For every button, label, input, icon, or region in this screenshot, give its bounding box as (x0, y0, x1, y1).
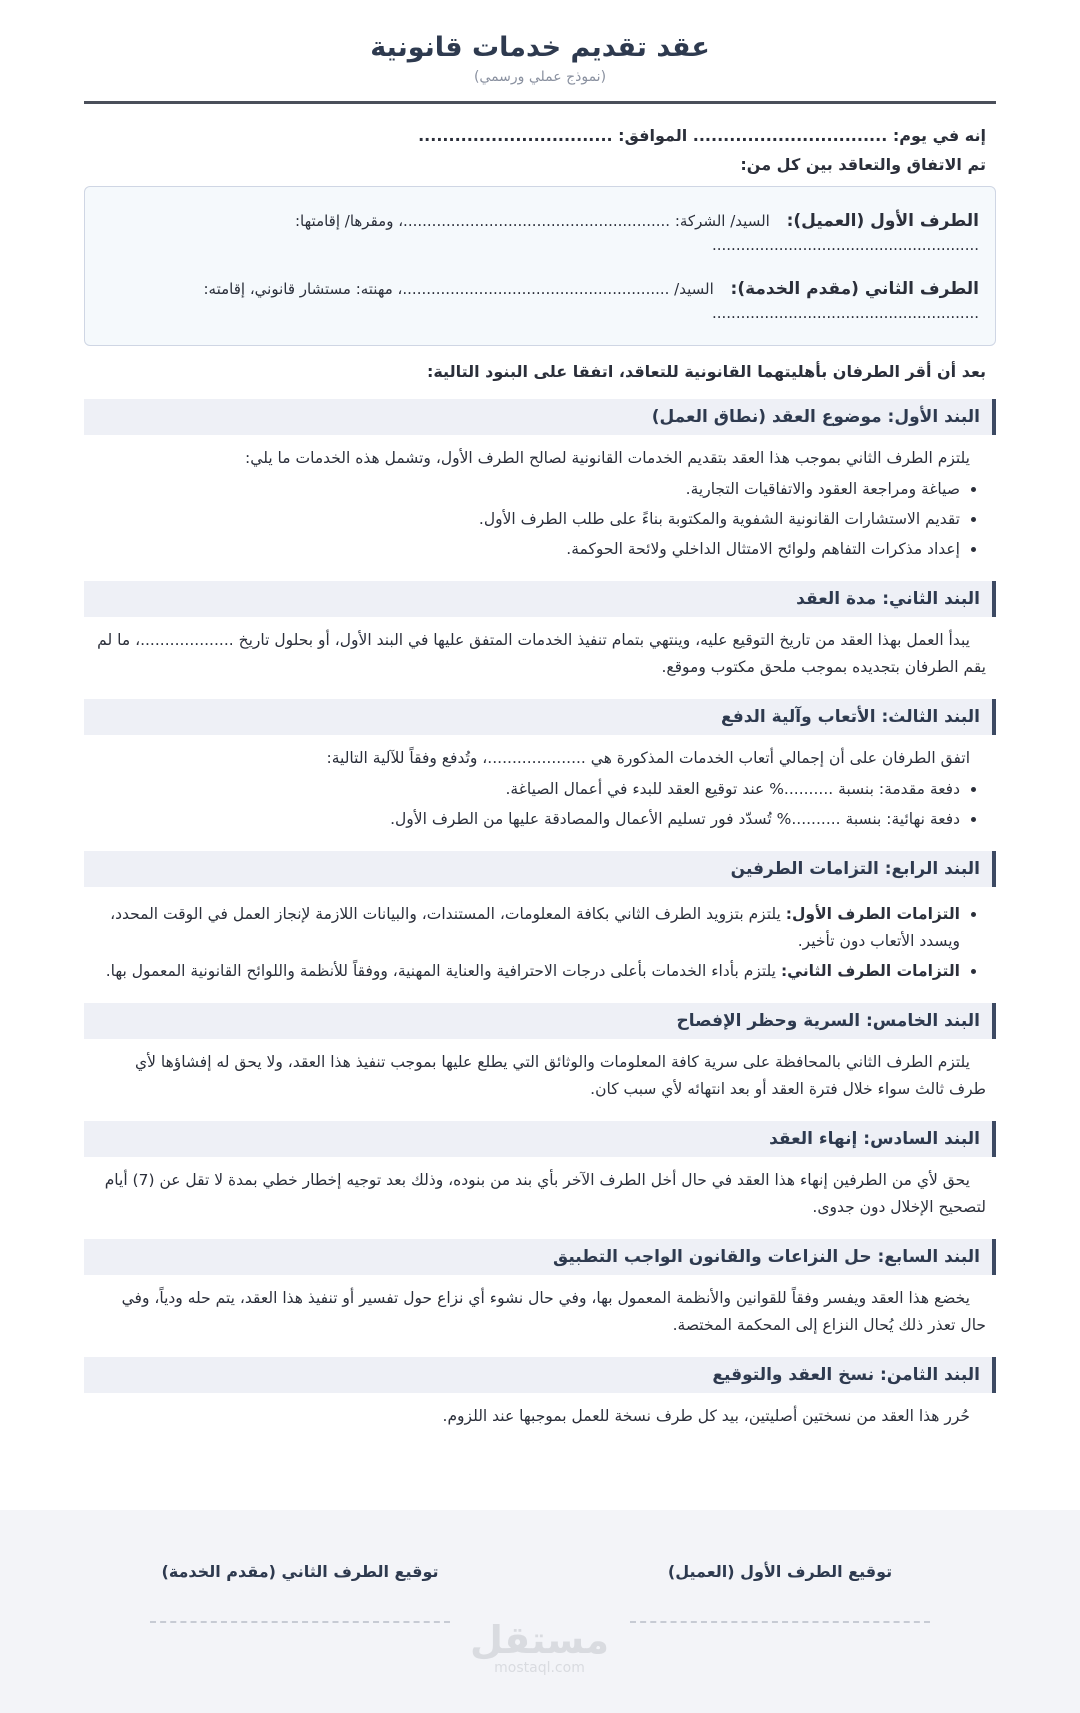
first-party-details: السيد/ الشركة: ........................................................، ومقرها/ إقامتها: ........................................................ (295, 212, 979, 254)
section-1-title: البند الأول: موضوع العقد (نطاق العمل) (84, 399, 996, 435)
section-7-text: يخضع هذا العقد ويفسر وفقاً للقوانين والأنظمة المعمول بها، وفي حال نشوء أي نزاع حول تفسير أو تنفيذ هذا العقد، يتم حله ودياً، وفي حال تعذر ذلك يُحال النزاع إلى المحكمة المختصة. (121, 1289, 986, 1334)
section-3-text: اتفق الطرفان على أن إجمالي أتعاب الخدمات المذكورة هي ....................، وتُدفع وفقاً للآلية التالية: (326, 749, 970, 767)
section-5-body (84, 1039, 996, 1103)
watermark-logo (470, 1620, 609, 1676)
section-8-text: حُرر هذا العقد من نسختين أصليتين، بيد كل طرف نسخة للعمل بموجبها عند اللزوم. (442, 1407, 970, 1425)
watermark-domain: mostaql.com (494, 1660, 585, 1676)
first-party (101, 209, 979, 257)
page-subtitle: (نموذج عملي ورسمي) (473, 69, 607, 85)
section-1-body (84, 435, 996, 563)
watermark-brand: مستقل (470, 1618, 609, 1662)
obligation-text: يلتزم بأداء الخدمات بأعلى درجات الاحترافية والعناية المهنية، ووفقاً للأنظمة واللوائح القانونية المعمول بها. (105, 962, 776, 980)
second-signature-line (150, 1621, 450, 1623)
section-2-text: يبدأ العمل بهذا العقد من تاريخ التوقيع عليه، وينتهي بتمام تنفيذ الخدمات المتفق عليها في البند الأول، أو بحلول تاريخ ...................، ما لم يقم الطرفان بتجديده بموجب ملحق مكتوب وموقع. (97, 631, 986, 676)
page-title: عقد تقديم خدمات قانونية (370, 32, 710, 63)
first-party-signature (630, 1562, 930, 1623)
section-3-body (84, 735, 996, 833)
list-item: • دفعة نهائية: بنسبة ..........% تُسدّد فور تسليم الأعمال والمصادقة عليها من الطرف الأول. (94, 806, 960, 833)
section-7-title: البند السابع: حل النزاعات والقانون الواجب التطبيق (84, 1239, 996, 1275)
list-item: • تقديم الاستشارات القانونية الشفوية والمكتوبة بناءً على طلب الطرف الأول. (94, 506, 960, 533)
first-signature-label: توقيع الطرف الأول (العميل) (667, 1562, 893, 1581)
section-7-body (84, 1275, 996, 1339)
section-2-body (84, 617, 996, 681)
list-item: • إعداد مذكرات التفاهم ولوائح الامتثال الداخلي ولائحة الحوكمة. (94, 536, 960, 563)
second-party (101, 277, 979, 325)
section-3-list (94, 776, 986, 833)
section-6-text: يحق لأي من الطرفين إنهاء هذا العقد في حال أخل الطرف الآخر بأي بند من بنوده، وذلك بعد توجيه إخطار خطي بمدة لا تقل عن (7) أيام لتصحيح الإخلال دون جدوى. (104, 1171, 986, 1216)
first-party-label: الطرف الأول (العميل): (786, 211, 979, 231)
section-8-title: البند الثامن: نسخ العقد والتوقيع (84, 1357, 996, 1393)
second-signature-label: توقيع الطرف الثاني (مقدم الخدمة) (161, 1562, 439, 1581)
section-6-title: البند السادس: إنهاء العقد (84, 1121, 996, 1157)
intro (84, 126, 996, 174)
lead-text: بعد أن أقر الطرفان بأهليتهما القانونية للتعاقد، اتفقا على البنود التالية: (426, 362, 986, 381)
section-5-title: البند الخامس: السرية وحظر الإفصاح (84, 1003, 996, 1039)
section-4-list (94, 901, 986, 985)
section-2-title: البند الثاني: مدة العقد (84, 581, 996, 617)
section-1-text: يلتزم الطرف الثاني بموجب هذا العقد بتقديم الخدمات القانونية لصالح الطرف الأول، وتشمل هذه الخدمات ما يلي: (245, 449, 970, 467)
section-3-title: البند الثالث: الأتعاب وآلية الدفع (84, 699, 996, 735)
contract-content (84, 0, 996, 1430)
signature-area (0, 1510, 1080, 1713)
second-party-details: السيد/ ........................................................، مهنته: مستشار قانوني، إقامته: ........................................................ (203, 280, 979, 322)
list-item (94, 958, 960, 985)
list-item: • صياغة ومراجعة العقود والاتفاقيات التجارية. (94, 476, 960, 503)
second-party-signature (150, 1562, 450, 1623)
list-item (94, 901, 960, 955)
obligation-label: التزامات الطرف الأول: (785, 905, 960, 923)
second-party-label: الطرف الثاني (مقدم الخدمة): (730, 279, 979, 299)
section-4-title: البند الرابع: التزامات الطرفين (84, 851, 996, 887)
first-signature-line (630, 1621, 930, 1623)
section-8-body (84, 1393, 996, 1430)
obligation-label: التزامات الطرف الثاني: (780, 962, 960, 980)
obligation-text: يلتزم بتزويد الطرف الثاني بكافة المعلومات، المستندات، والبيانات اللازمة لإنجاز العمل في الوقت المحدد، ويسدد الأتعاب دون تأخير. (110, 905, 960, 950)
section-5-text: يلتزم الطرف الثاني بالمحافظة على سرية كافة المعلومات والوثائق التي يطلع عليها بموجب تنفيذ هذا العقد، ولا يحق له إفشاؤها لأي طرف ثالث سواء خلال فترة العقد أو بعد انتهائه لأي سبب كان. (134, 1053, 986, 1098)
section-1-list (94, 476, 986, 563)
section-6-body (84, 1157, 996, 1221)
list-item: • دفعة مقدمة: بنسبة ..........% عند توقيع العقد للبدء في أعمال الصياغة. (94, 776, 960, 803)
agreement-line: تم الاتفاق والتعاقد بين كل من: (740, 155, 986, 174)
date-line: إنه في يوم: ................................ الموافق: ................................ (418, 126, 986, 145)
parties-box (84, 186, 996, 346)
section-4-body (84, 887, 996, 985)
title-divider (84, 101, 996, 104)
